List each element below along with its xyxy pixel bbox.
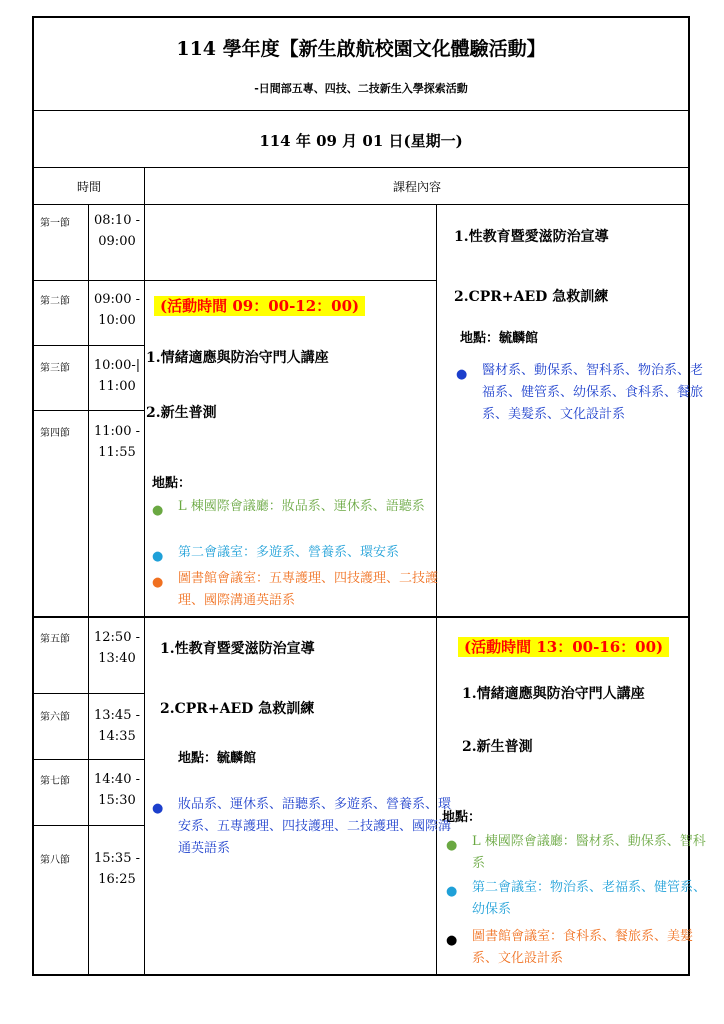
session-item: 2.新生普測 — [462, 739, 533, 755]
bullet-icon: ● — [456, 367, 468, 382]
period-start: 14:40 - — [94, 772, 140, 787]
venue-text: 圖書館會議室：五專護理、四技護理、二技護理、國際溝通英語系 — [178, 571, 439, 608]
department-list — [152, 794, 458, 860]
time-banner — [458, 636, 669, 657]
period-end: 13:40 — [98, 651, 136, 666]
session-item: 2.CPR+AED 急救訓練 — [454, 289, 609, 305]
period-time — [90, 848, 144, 890]
period-label: 第五節 — [40, 634, 70, 645]
bullet-icon: ● — [152, 549, 164, 564]
period-end: 11:55 — [98, 445, 136, 460]
period-label: 第八節 — [40, 855, 70, 866]
column-header-time: 時間 — [76, 180, 101, 194]
period-time — [90, 210, 144, 252]
venue-item — [152, 542, 460, 564]
page-title: 114 學年度【新生啟航校園文化體驗活動】 — [176, 38, 546, 60]
bullet-icon: ● — [152, 503, 164, 518]
venue-text: 第二會議室：多遊系、營養系、環安系 — [178, 545, 400, 560]
period-end: 10:00 — [98, 313, 136, 328]
bullet-icon: ● — [446, 884, 458, 899]
session-item: 1.情緒適應與防治守門人講座 — [146, 350, 329, 366]
period-end: 14:35 — [98, 729, 136, 744]
event-date: 114 年 09 月 01 日(星期一) — [259, 132, 463, 150]
period-time — [90, 421, 144, 463]
session-item: 1.性教育暨愛滋防治宣導 — [454, 229, 609, 245]
venue-text: 圖書館會議室：食科系、餐旅系、美髮系、文化設計系 — [472, 929, 694, 966]
bullet-icon: ● — [152, 575, 164, 590]
venue-text: L 棟國際會議廳：妝品系、運休系、語聽系 — [178, 499, 425, 514]
location-label: 地點： — [152, 476, 192, 491]
venue-item — [446, 831, 712, 875]
period-start: 15:35 - — [94, 851, 140, 866]
period-label: 第二節 — [40, 296, 70, 307]
period-start: 08:10 - — [94, 213, 140, 228]
period-label: 第一節 — [40, 218, 70, 229]
session-item: 1.性教育暨愛滋防治宣導 — [160, 641, 315, 657]
period-start: 10:00-| — [93, 358, 141, 373]
period-end: 15:30 — [98, 793, 136, 808]
period-time — [90, 769, 144, 811]
venue-item — [446, 877, 712, 921]
period-label: 第六節 — [40, 712, 70, 723]
period-start: 12:50 - — [94, 630, 140, 645]
department-text: 妝品系、運休系、語聽系、多遊系、營養系、環安系、五專護理、四技護理、二技護理、國際溝通英語系 — [178, 797, 452, 856]
venue-item — [152, 568, 460, 612]
period-time — [90, 289, 144, 331]
time-banner — [154, 295, 365, 316]
department-text: 醫材系、動保系、智科系、物治系、老福系、健管系、幼保系、食科系、餐旅系、美髮系、文化設計系 — [482, 363, 704, 422]
session-item: 2.CPR+AED 急救訓練 — [160, 701, 315, 717]
venue-item — [152, 496, 460, 518]
period-time — [90, 355, 144, 397]
time-banner-text: (活動時間 13：00-16：00) — [458, 637, 669, 657]
period-label: 第四節 — [40, 428, 70, 439]
bullet-icon: ● — [152, 801, 164, 816]
period-start: 09:00 - — [94, 292, 140, 307]
location-label: 地點： — [442, 810, 482, 825]
page-subtitle: -日間部五專、四技、二技新生入學探索活動 — [254, 82, 468, 95]
session-item: 1.情緒適應與防治守門人講座 — [462, 686, 645, 702]
period-end: 16:25 — [98, 872, 136, 887]
period-end: 11:00 — [98, 379, 136, 394]
bullet-icon: ● — [446, 933, 458, 948]
period-label: 第七節 — [40, 776, 70, 787]
period-label: 第三節 — [40, 363, 70, 374]
location-label: 地點：毓麟館 — [178, 751, 257, 766]
venue-item — [446, 926, 712, 970]
venue-text: L 棟國際會議廳：醫材系、動保系、智科系 — [472, 834, 706, 871]
venue-text: 第二會議室：物治系、老福系、健管系、幼保系 — [472, 880, 707, 917]
department-list — [456, 360, 710, 426]
location-label: 地點：毓麟館 — [460, 331, 539, 346]
time-banner-text: (活動時間 09：00-12：00) — [154, 296, 365, 316]
period-time — [90, 627, 144, 669]
bullet-icon: ● — [446, 838, 458, 853]
session-item: 2.新生普測 — [146, 405, 217, 421]
period-time — [90, 705, 144, 747]
period-start: 11:00 - — [94, 424, 140, 439]
column-header-content: 課程內容 — [392, 180, 441, 194]
period-start: 13:45 - — [94, 708, 140, 723]
period-end: 09:00 — [98, 234, 136, 249]
